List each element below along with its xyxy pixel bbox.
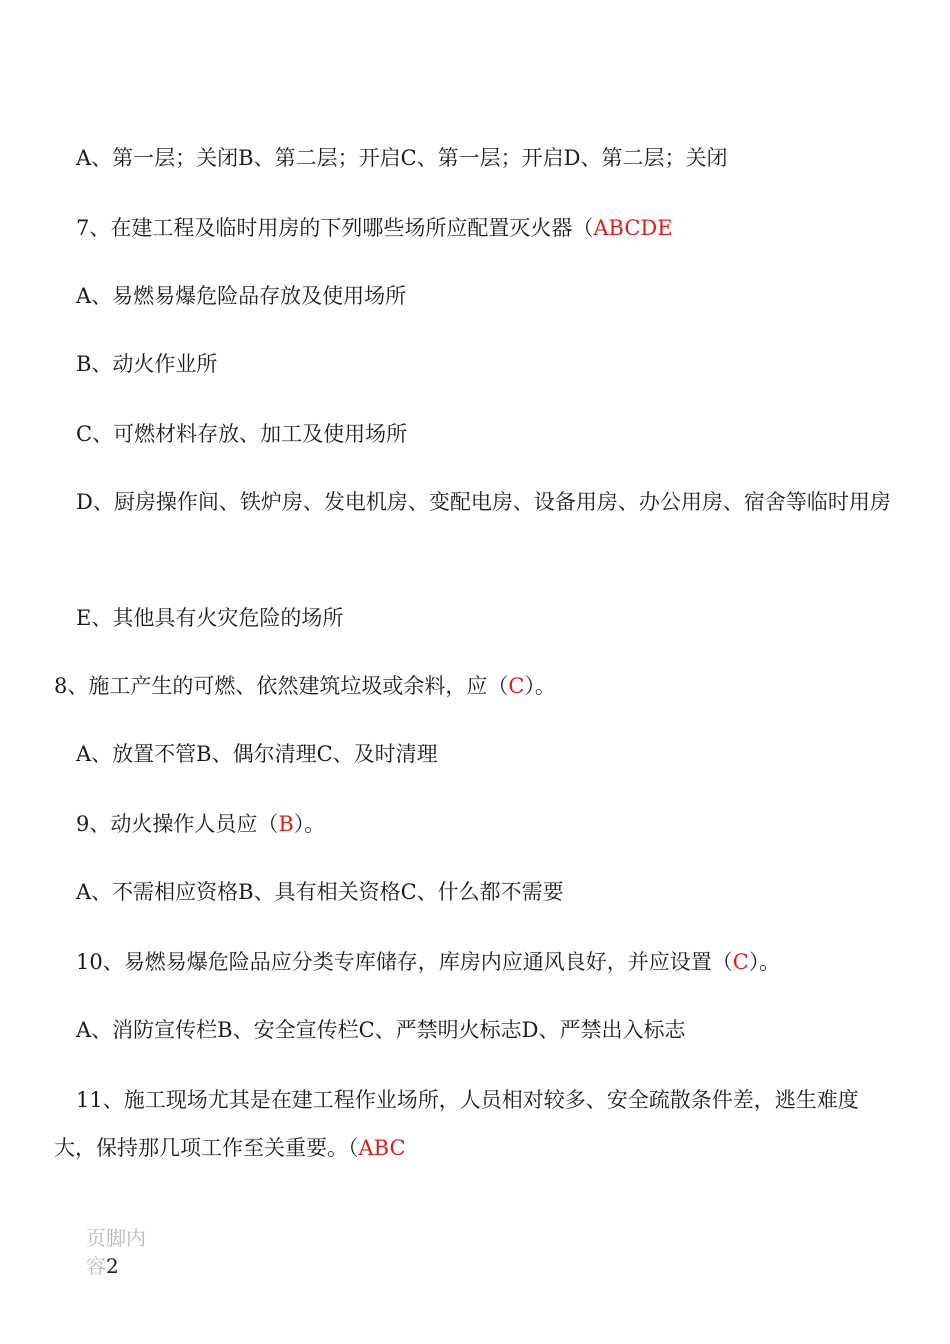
options-q8: A、放置不管B、偶尔清理C、及时清理 [76,742,438,766]
question-7: 7、在建工程及临时用房的下列哪些场所应配置灭火器（ABCDE [76,216,673,240]
answer-q11: ABC [358,1136,406,1160]
footer-label: 页脚内容 [86,1226,146,1278]
option-d-q7: D、厨房操作间、铁炉房、发电机房、变配电房、设备用房、办公用房、宿舍等临时用房 [76,490,891,514]
answer-q8: C [508,674,525,698]
option-a-q7: A、易燃易爆危险品存放及使用场所 [76,284,407,308]
option-line-q6: A、第一层；关闭B、第二层；开启C、第一层；开启D、第二层；关闭 [76,146,728,170]
answer-q10: C [732,950,749,974]
page-number: 2 [106,1254,119,1278]
question-10: 10、易燃易爆危险品应分类专库储存，库房内应通风良好，并应设置（C）。 [76,950,781,974]
page-footer [86,1224,156,1280]
answer-q7: ABCDE [593,216,673,240]
question-8: 8、施工产生的可燃、依然建筑垃圾或余料，应（C）。 [54,674,556,698]
question-11: 11、施工现场尤其是在建工程作业场所，人员相对较多、安全疏散条件差，逃生难度大，保持那几项工作至关重要。（ABC [54,1088,859,1160]
question-9: 9、动火操作人员应（B）。 [76,812,326,836]
options-q9: A、不需相应资格B、具有相关资格C、什么都不需要 [76,880,564,904]
option-b-q7: B、动火作业所 [76,352,218,376]
option-c-q7: C、可燃材料存放、加工及使用场所 [76,422,408,446]
answer-q9: B [278,812,294,836]
options-q10: A、消防宣传栏B、安全宣传栏C、严禁明火标志D、严禁出入标志 [76,1018,686,1042]
option-e-q7: E、其他具有火灾危险的场所 [76,606,344,630]
